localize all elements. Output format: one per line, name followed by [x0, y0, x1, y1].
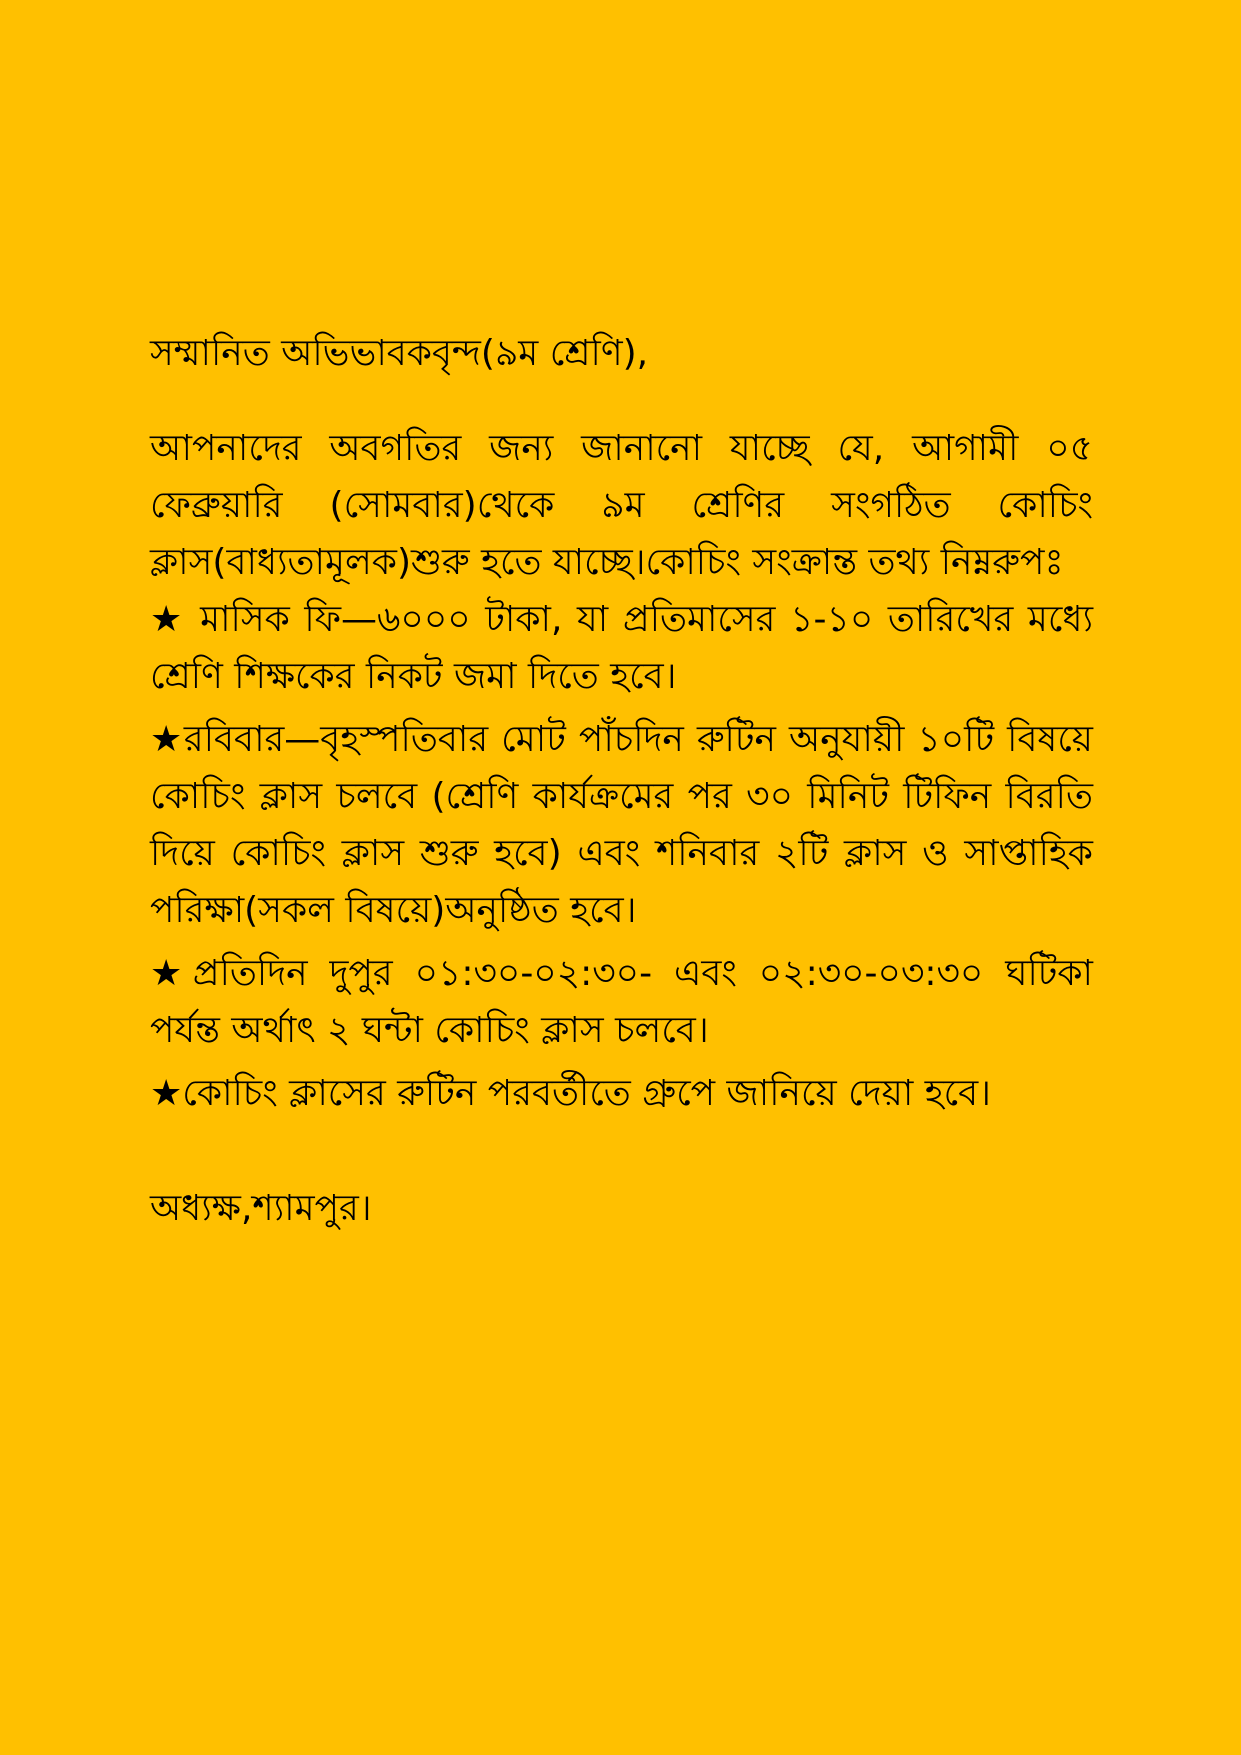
notice-body [150, 325, 1093, 1237]
star-icon: ★ [150, 599, 186, 640]
star-icon: ★ [150, 1073, 183, 1114]
point-weekly-schedule [150, 711, 1093, 939]
signature: অধ্যক্ষ,শ্যামপুর। [150, 1188, 372, 1229]
point-text: রবিবার—বৃহস্পতিবার মোট পাঁচদিন রুটিন অনুযায়ী ১০টি বিষয়ে কোচিং ক্লাস চলবে (শ্রেণি কার্যক্রমের পর ৩০ মিনিট টিফিন বিরতি দিয়ে কোচিং ক্লাস শুরু হবে) এবং শনিবার ২টি ক্লাস ও সাপ্তাহিক পরিক্ষা(সকল বিষয়ে)অনুষ্ঠিত হবে। [150, 719, 1094, 931]
point-routine-info [150, 1065, 1093, 1122]
intro-paragraph: আপনাদের অবগতির জন্য জানানো যাচ্ছে যে, আগামী ০৫ ফেব্রুয়ারি (সোমবার)থেকে ৯ম শ্রেণির সংগঠিত কোচিং ক্লাস(বাধ্যতামূলক)শুরু হতে যাচ্ছে।কোচিং সংক্রান্ত তথ্য নিম্নরুপঃ [150, 428, 1093, 583]
point-monthly-fee [150, 591, 1093, 705]
salutation: সম্মানিত অভিভাবকবৃন্দ(৯ম শ্রেণি), [150, 333, 649, 374]
point-text: মাসিক ফি—৬০০০ টাকা, যা প্রতিমাসের ১-১০ তারিখের মধ্যে শ্রেণি শিক্ষকের নিকট জমা দিতে হবে। [150, 599, 1094, 697]
point-text: প্রতিদিন দুপুর ০১:৩০-০২:৩০- এবং ০২:৩০-০৩:৩০ ঘটিকা পর্যন্ত অর্থাৎ ২ ঘন্টা কোচিং ক্লাস চলবে। [150, 953, 1093, 1051]
point-text: কোচিং ক্লাসের রুটিন পরবর্তীতে গ্রুপে জানিয়ে দেয়া হবে। [182, 1073, 991, 1114]
point-daily-timing [150, 945, 1093, 1059]
star-icon: ★ [150, 953, 193, 994]
star-icon: ★ [150, 719, 184, 760]
